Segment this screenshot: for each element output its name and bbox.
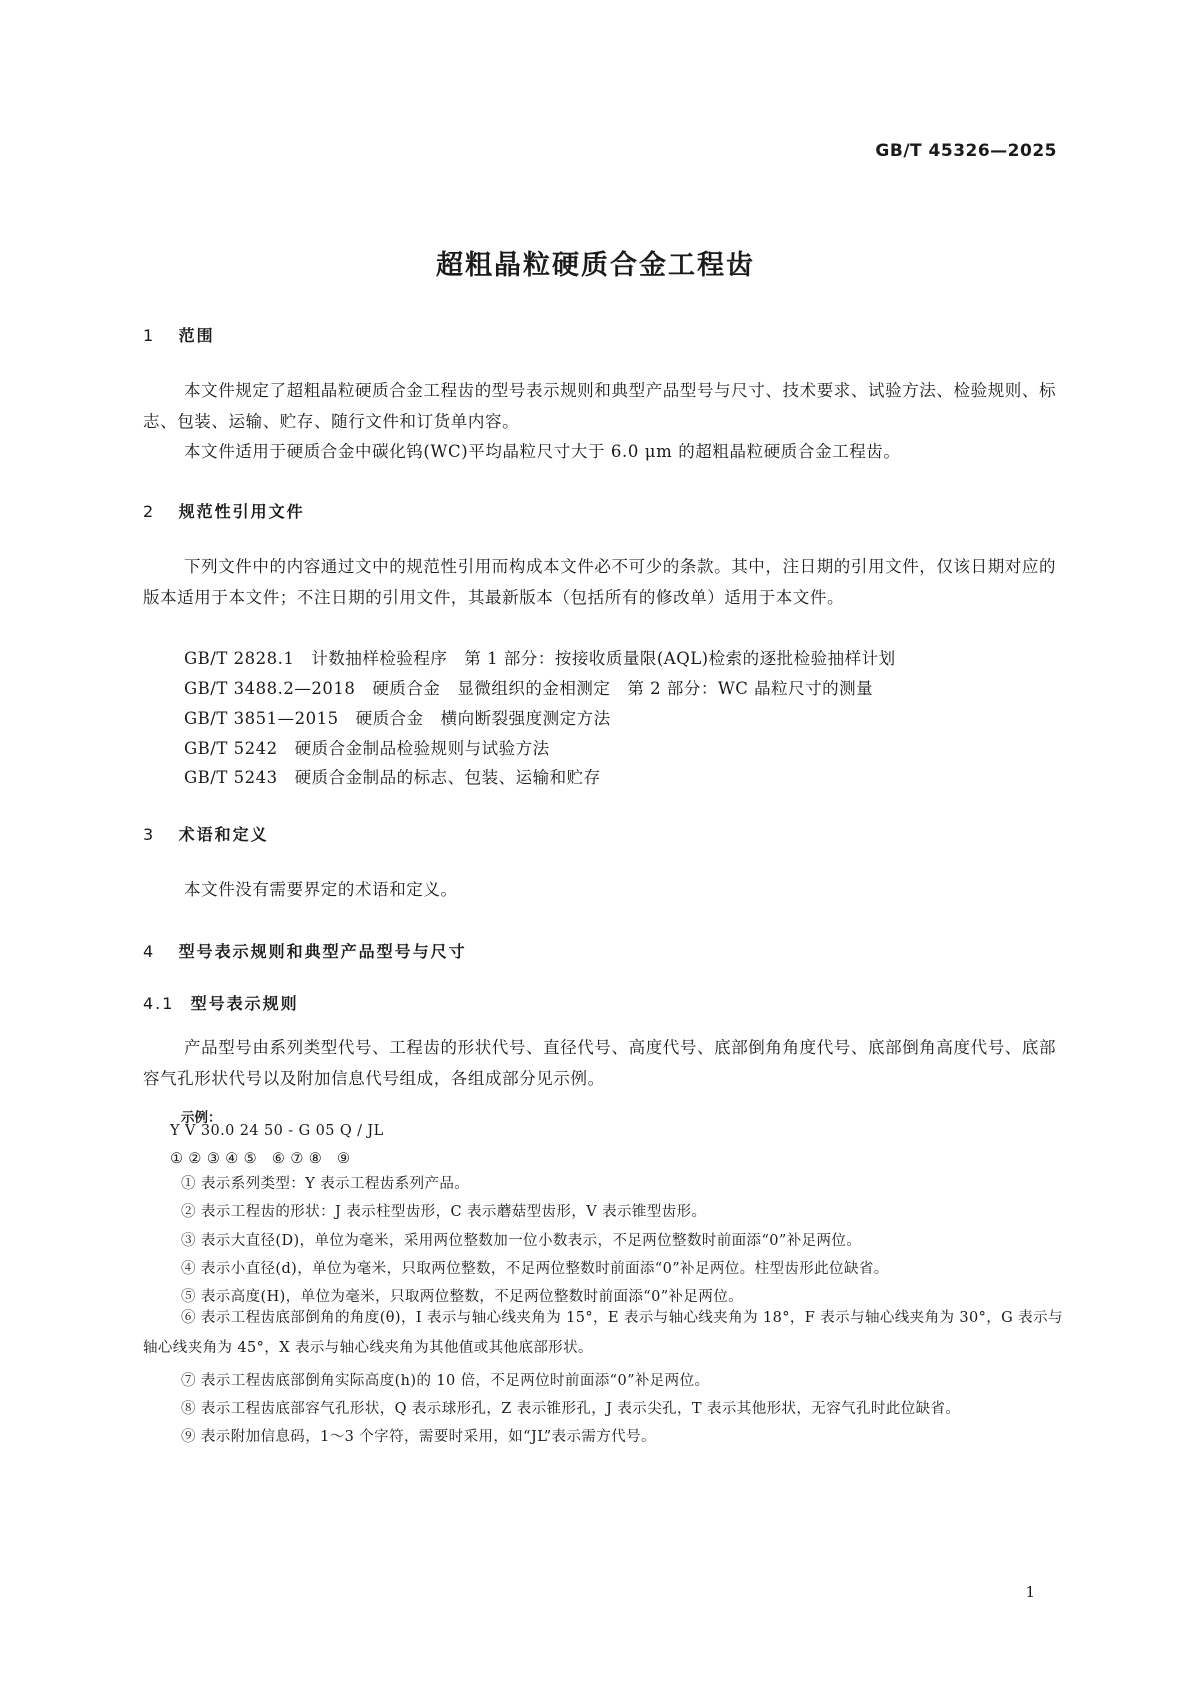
standard-code: GB/T 45326—2025 bbox=[875, 141, 1057, 161]
section-title: 规范性引用文件 bbox=[178, 502, 305, 521]
section-1-heading bbox=[143, 323, 215, 346]
section-title: 术语和定义 bbox=[178, 825, 269, 844]
section-number: 4 bbox=[143, 942, 156, 961]
note-item: ② 表示工程齿的形状：J 表示柱型齿形，C 表示蘑菇型齿形，V 表示锥型齿形。 bbox=[181, 1204, 707, 1220]
subsection-title: 型号表示规则 bbox=[190, 994, 299, 1013]
section-number: 2 bbox=[143, 502, 156, 521]
note-item: ⑦ 表示工程齿底部倒角实际高度(h)的 10 倍，不足两位时前面添“0”补足两位。 bbox=[181, 1373, 710, 1389]
document-title: 超粗晶粒硬质合金工程齿 bbox=[436, 250, 755, 281]
section-4-heading bbox=[143, 939, 467, 962]
note-item: ③ 表示大直径(D)，单位为毫米，采用两位整数加一位小数表示，不足两位整数时前面添“0”补足两位。 bbox=[181, 1233, 862, 1249]
subsection-number: 4.1 bbox=[143, 994, 175, 1013]
subsection-4-1-paragraph: 产品型号由系列类型代号、工程齿的形状代号、直径代号、高度代号、底部倒角角度代号、底部倒角高度代号、底部容气孔形状代号以及附加信息代号组成，各组成部分见示例。 bbox=[143, 1038, 1057, 1088]
reference-item: GB/T 3488.2—2018 硬质合金 显微组织的金相测定 第 2 部分：WC 晶粒尺寸的测量 bbox=[184, 679, 874, 698]
section-number: 1 bbox=[143, 326, 156, 345]
section-3-paragraph: 本文件没有需要界定的术语和定义。 bbox=[184, 880, 458, 899]
section-title: 范围 bbox=[178, 326, 215, 345]
note-item: ⑤ 表示高度(H)，单位为毫米，只取两位整数，不足两位整数时前面添“0”补足两位。 bbox=[181, 1289, 744, 1305]
subsection-4-1-heading bbox=[143, 991, 299, 1014]
section-1-paragraph-1: 本文件规定了超粗晶粒硬质合金工程齿的型号表示规则和典型产品型号与尺寸、技术要求、试验方法、检验规则、标志、包装、运输、贮存、随行文件和订货单内容。 bbox=[143, 381, 1057, 431]
reference-item: GB/T 5242 硬质合金制品检验规则与试验方法 bbox=[184, 739, 550, 758]
reference-item: GB/T 2828.1 计数抽样检验程序 第 1 部分：按接收质量限(AQL)检索的逐批检验抽样计划 bbox=[184, 649, 896, 668]
note-item: ① 表示系列类型：Y 表示工程齿系列产品。 bbox=[181, 1176, 470, 1192]
section-3-heading bbox=[143, 822, 269, 845]
section-2-heading bbox=[143, 499, 305, 522]
page-number: 1 bbox=[1025, 1583, 1035, 1601]
section-1-paragraph-2: 本文件适用于硬质合金中碳化钨(WC)平均晶粒尺寸大于 6.0 μm 的超粗晶粒硬质合金工程齿。 bbox=[184, 442, 901, 461]
section-title: 型号表示规则和典型产品型号与尺寸 bbox=[178, 942, 467, 961]
example-markers: ① ② ③ ④ ⑤ ⑥ ⑦ ⑧ ⑨ bbox=[170, 1151, 351, 1167]
note-item: ⑥ 表示工程齿底部倒角的角度(θ)，I 表示与轴心线夹角为 15°，E 表示与轴心线夹角为 18°，F 表示与轴心线夹角为 30°，G 表示与轴心线夹角为 45°，X 表示与轴心线夹角为其他值或其他底部形状。 bbox=[143, 1310, 1063, 1356]
note-item: ⑧ 表示工程齿底部容气孔形状，Q 表示球形孔，Z 表示锥形孔，J 表示尖孔，T 表示其他形状，无容气孔时此位缺省。 bbox=[181, 1401, 961, 1417]
section-number: 3 bbox=[143, 825, 156, 844]
section-2-paragraph: 下列文件中的内容通过文中的规范性引用而构成本文件必不可少的条款。其中，注日期的引用文件，仅该日期对应的版本适用于本文件；不注日期的引用文件，其最新版本（包括所有的修改单）适用于本文件。 bbox=[143, 557, 1057, 607]
example-label: 示例： bbox=[181, 1110, 222, 1126]
note-item: ④ 表示小直径(d)，单位为毫米，只取两位整数，不足两位整数时前面添“0”补足两位。柱型齿形此位缺省。 bbox=[181, 1261, 889, 1277]
example-code: Y V 30.0 24 50 - G 05 Q / JL bbox=[170, 1123, 384, 1139]
note-item: ⑨ 表示附加信息码，1～3 个字符，需要时采用，如“JL”表示需方代号。 bbox=[181, 1429, 656, 1445]
reference-item: GB/T 3851—2015 硬质合金 横向断裂强度测定方法 bbox=[184, 709, 611, 728]
reference-item: GB/T 5243 硬质合金制品的标志、包装、运输和贮存 bbox=[184, 768, 601, 787]
